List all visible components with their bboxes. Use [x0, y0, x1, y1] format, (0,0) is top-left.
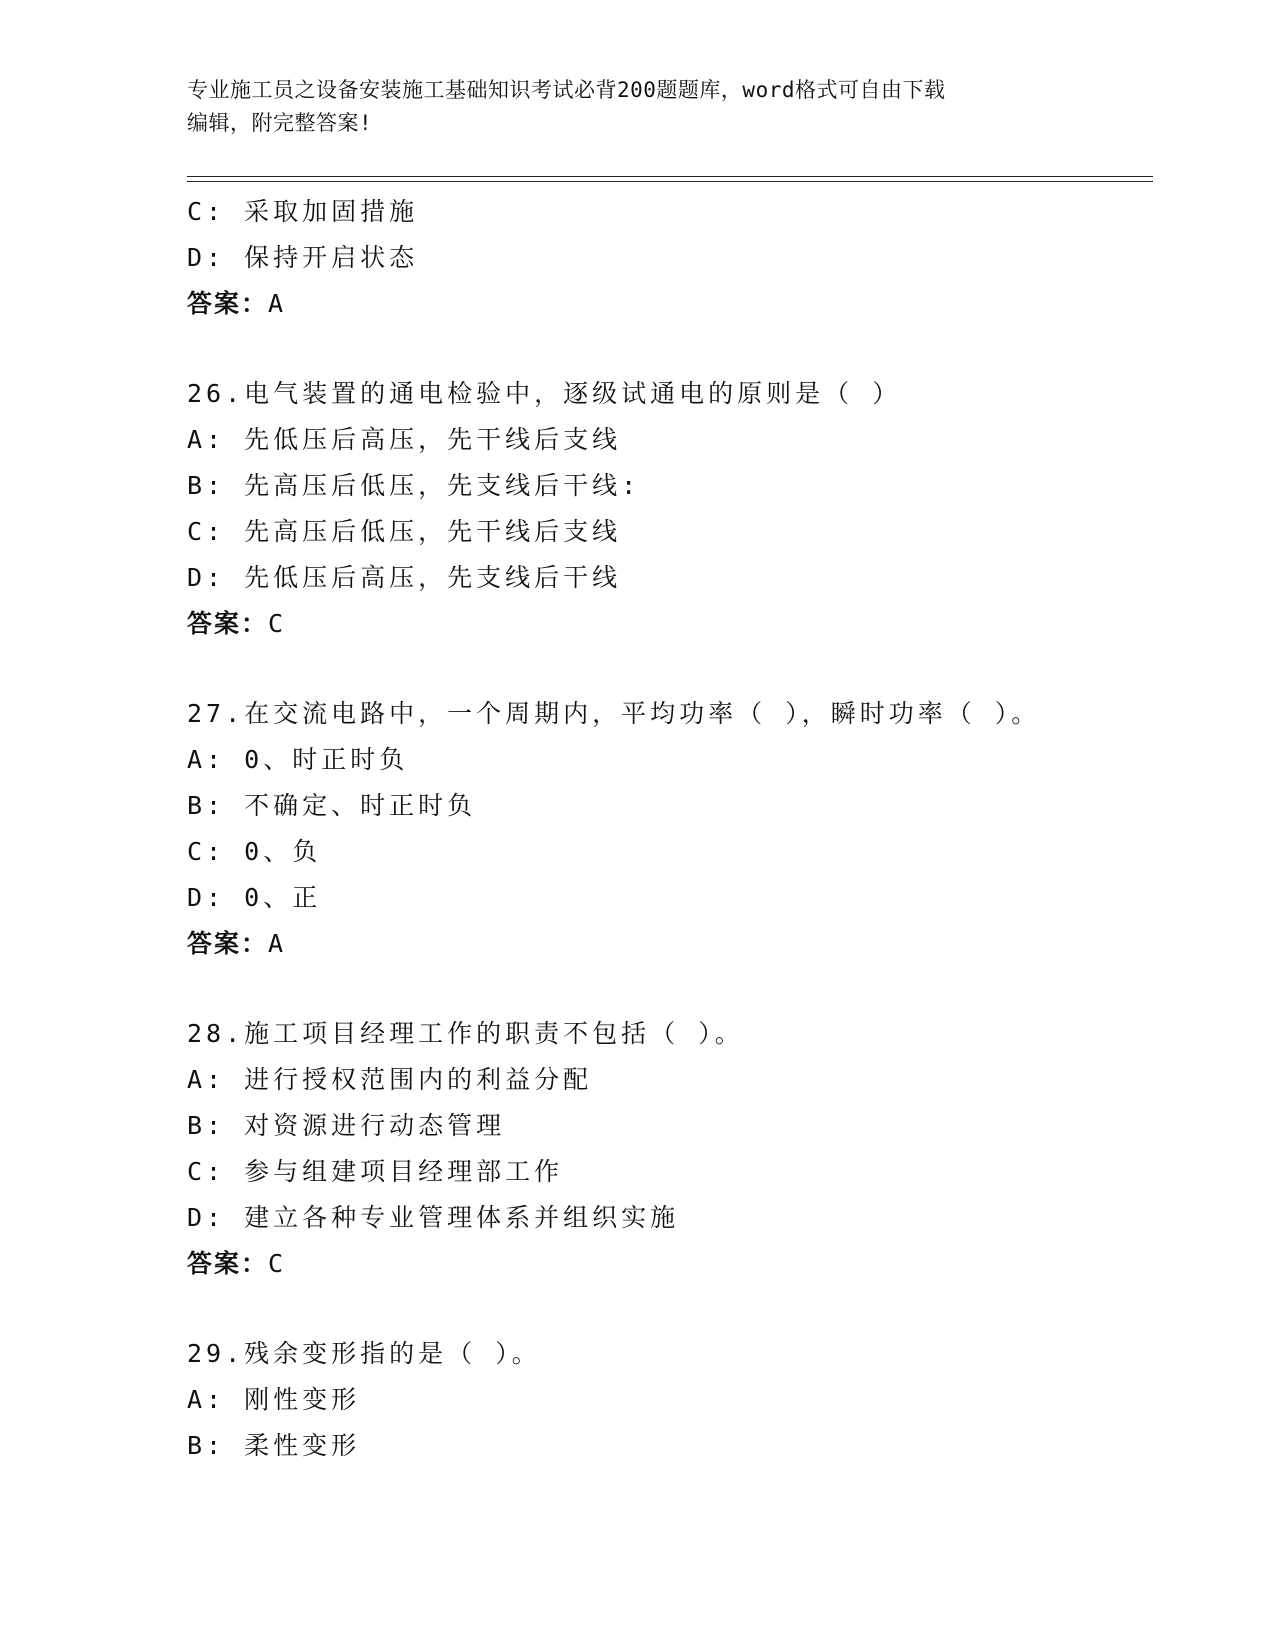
question-stem: 27.在交流电路中，一个周期内，平均功率（ ），瞬时功率（ ）。	[187, 699, 1041, 728]
answer-line	[187, 281, 1153, 327]
option-d: D: 保持开启状态	[187, 243, 419, 272]
header-title-line-1: 专业施工员之设备安装施工基础知识考试必背200题题库，word格式可自由下载	[187, 78, 946, 102]
option-d: D: 建立各种专业管理体系并组织实施	[187, 1203, 680, 1232]
question-26	[187, 371, 1153, 647]
option-b: B: 柔性变形	[187, 1431, 361, 1460]
answer-label: 答案：	[187, 609, 269, 638]
answer-label: 答案：	[187, 289, 269, 318]
option-a: A: 进行授权范围内的利益分配	[187, 1065, 593, 1094]
option-a: A: 先低压后高压，先干线后支线	[187, 425, 622, 454]
option-a: A: 0、时正时负	[187, 745, 409, 774]
answer-line	[187, 601, 1153, 647]
answer-label: 答案：	[187, 1249, 269, 1278]
option-c: C: 参与组建项目经理部工作	[187, 1157, 564, 1186]
header-title-line-2: 编辑，附完整答案!	[187, 111, 373, 135]
header-rule-top	[187, 176, 1153, 177]
document-header	[187, 74, 1087, 140]
question-28	[187, 1011, 1153, 1287]
question-list	[187, 189, 1153, 1469]
option-c: C: 采取加固措施	[187, 197, 419, 226]
option-d: D: 先低压后高压，先支线后干线	[187, 563, 622, 592]
answer-label: 答案：	[187, 929, 269, 958]
option-b: B: 先高压后低压，先支线后干线:	[187, 471, 641, 500]
answer-value: C	[268, 1249, 285, 1278]
question-27	[187, 691, 1153, 967]
header-rule-bottom	[187, 181, 1153, 182]
option-b: B: 对资源进行动态管理	[187, 1111, 506, 1140]
option-d: D: 0、正	[187, 883, 322, 912]
question-stem: 29.残余变形指的是（ ）。	[187, 1339, 541, 1368]
option-a: A: 刚性变形	[187, 1385, 361, 1414]
answer-value: A	[268, 929, 285, 958]
question-stem: 28.施工项目经理工作的职责不包括（ ）。	[187, 1019, 744, 1048]
option-c: C: 先高压后低压，先干线后支线	[187, 517, 622, 546]
answer-line	[187, 921, 1153, 967]
question-stem: 26.电气装置的通电检验中，逐级试通电的原则是（ ）	[187, 379, 902, 408]
option-c: C: 0、负	[187, 837, 322, 866]
answer-value: A	[268, 289, 285, 318]
question-partial	[187, 189, 1153, 327]
answer-value: C	[268, 609, 285, 638]
answer-line	[187, 1241, 1153, 1287]
question-29	[187, 1331, 1153, 1469]
option-b: B: 不确定、时正时负	[187, 791, 477, 820]
